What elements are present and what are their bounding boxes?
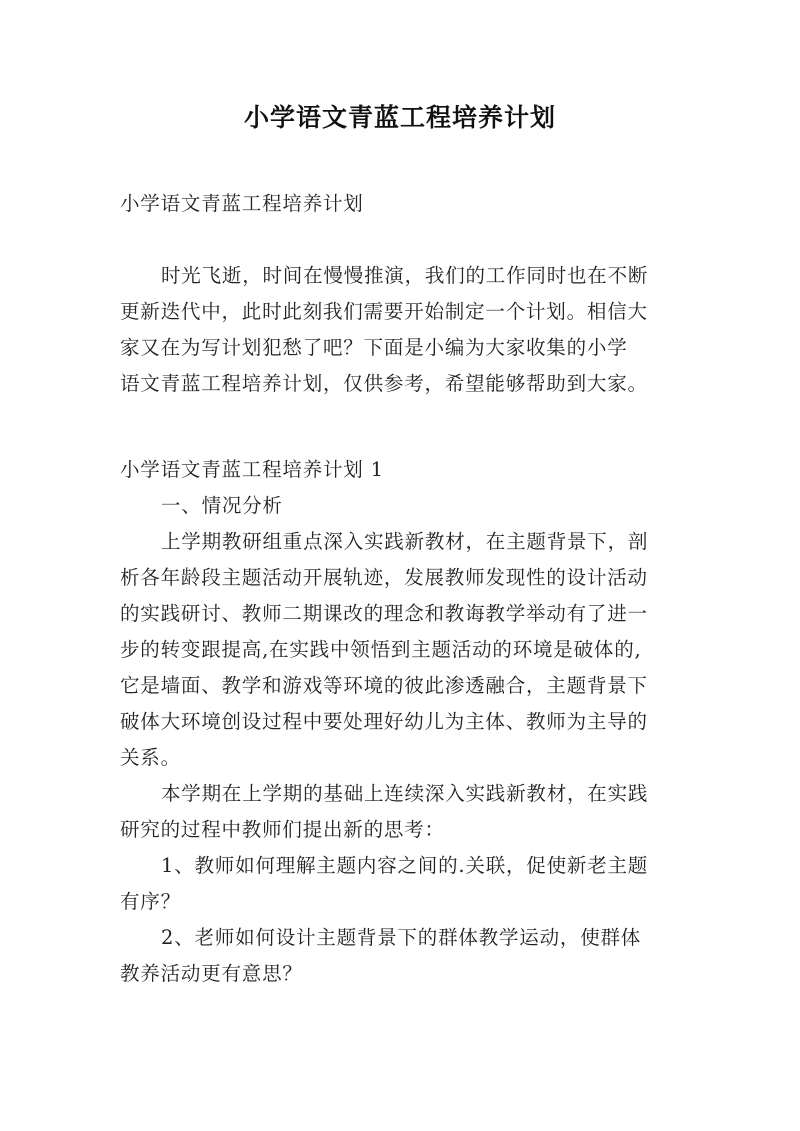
list-item-line: 教养活动更有意思？ xyxy=(120,962,303,985)
paragraph-line: 关系。 xyxy=(120,746,181,769)
list-item-line: 1、教师如何理解主题内容之间的.关联，促使新老主题 xyxy=(161,854,649,877)
paragraph-line: 的实践研讨、教师二期课改的理念和教诲教学举动有了进一 xyxy=(120,602,648,625)
intro-line: 语文青蓝工程培养计划，仅供参考，希望能够帮助到大家。 xyxy=(120,372,648,395)
document-subtitle xyxy=(120,186,690,222)
section-heading: 小学语文青蓝工程培养计划 1 xyxy=(120,458,384,481)
document-title: 小学语文青蓝工程培养计划 xyxy=(243,103,556,132)
section-sub-heading: 一、情况分析 xyxy=(161,494,283,517)
intro-line: 更新迭代中，此时此刻我们需要开始制定一个计划。相信大 xyxy=(120,300,648,323)
paragraph-line: 本学期在上学期的基础上连续深入实践新教材，在实践 xyxy=(161,782,649,805)
subtitle-line: 小学语文青蓝工程培养计划 xyxy=(120,192,364,215)
intro-paragraph xyxy=(120,258,690,402)
intro-line: 时光飞逝，时间在慢慢推演，我们的工作同时也在不断 xyxy=(161,264,649,287)
list-item-line: 2、老师如何设计主题背景下的群体教学运动，使群体 xyxy=(161,926,642,949)
section-1 xyxy=(120,452,690,992)
paragraph-line: 上学期教研组重点深入实践新教材，在主题背景下，剖 xyxy=(161,530,649,553)
paragraph-line: 析各年龄段主题活动开展轨迹，发展教师发现性的设计活动 xyxy=(120,566,648,589)
paragraph-line: 破体大环境创设过程中要处理好幼儿为主体、教师为主导的 xyxy=(120,710,648,733)
intro-line: 家又在为写计划犯愁了吧？下面是小编为大家收集的小学 xyxy=(120,336,628,359)
paragraph-line: 研究的过程中教师们提出新的思考： xyxy=(120,818,445,841)
paragraph-line: 步的转变跟提高,在实践中领悟到主题活动的环境是破体的, xyxy=(120,638,642,661)
paragraph-line: 它是墙面、教学和游戏等环境的彼此渗透融合，主题背景下 xyxy=(120,674,648,697)
list-item-line: 有序？ xyxy=(120,890,181,913)
